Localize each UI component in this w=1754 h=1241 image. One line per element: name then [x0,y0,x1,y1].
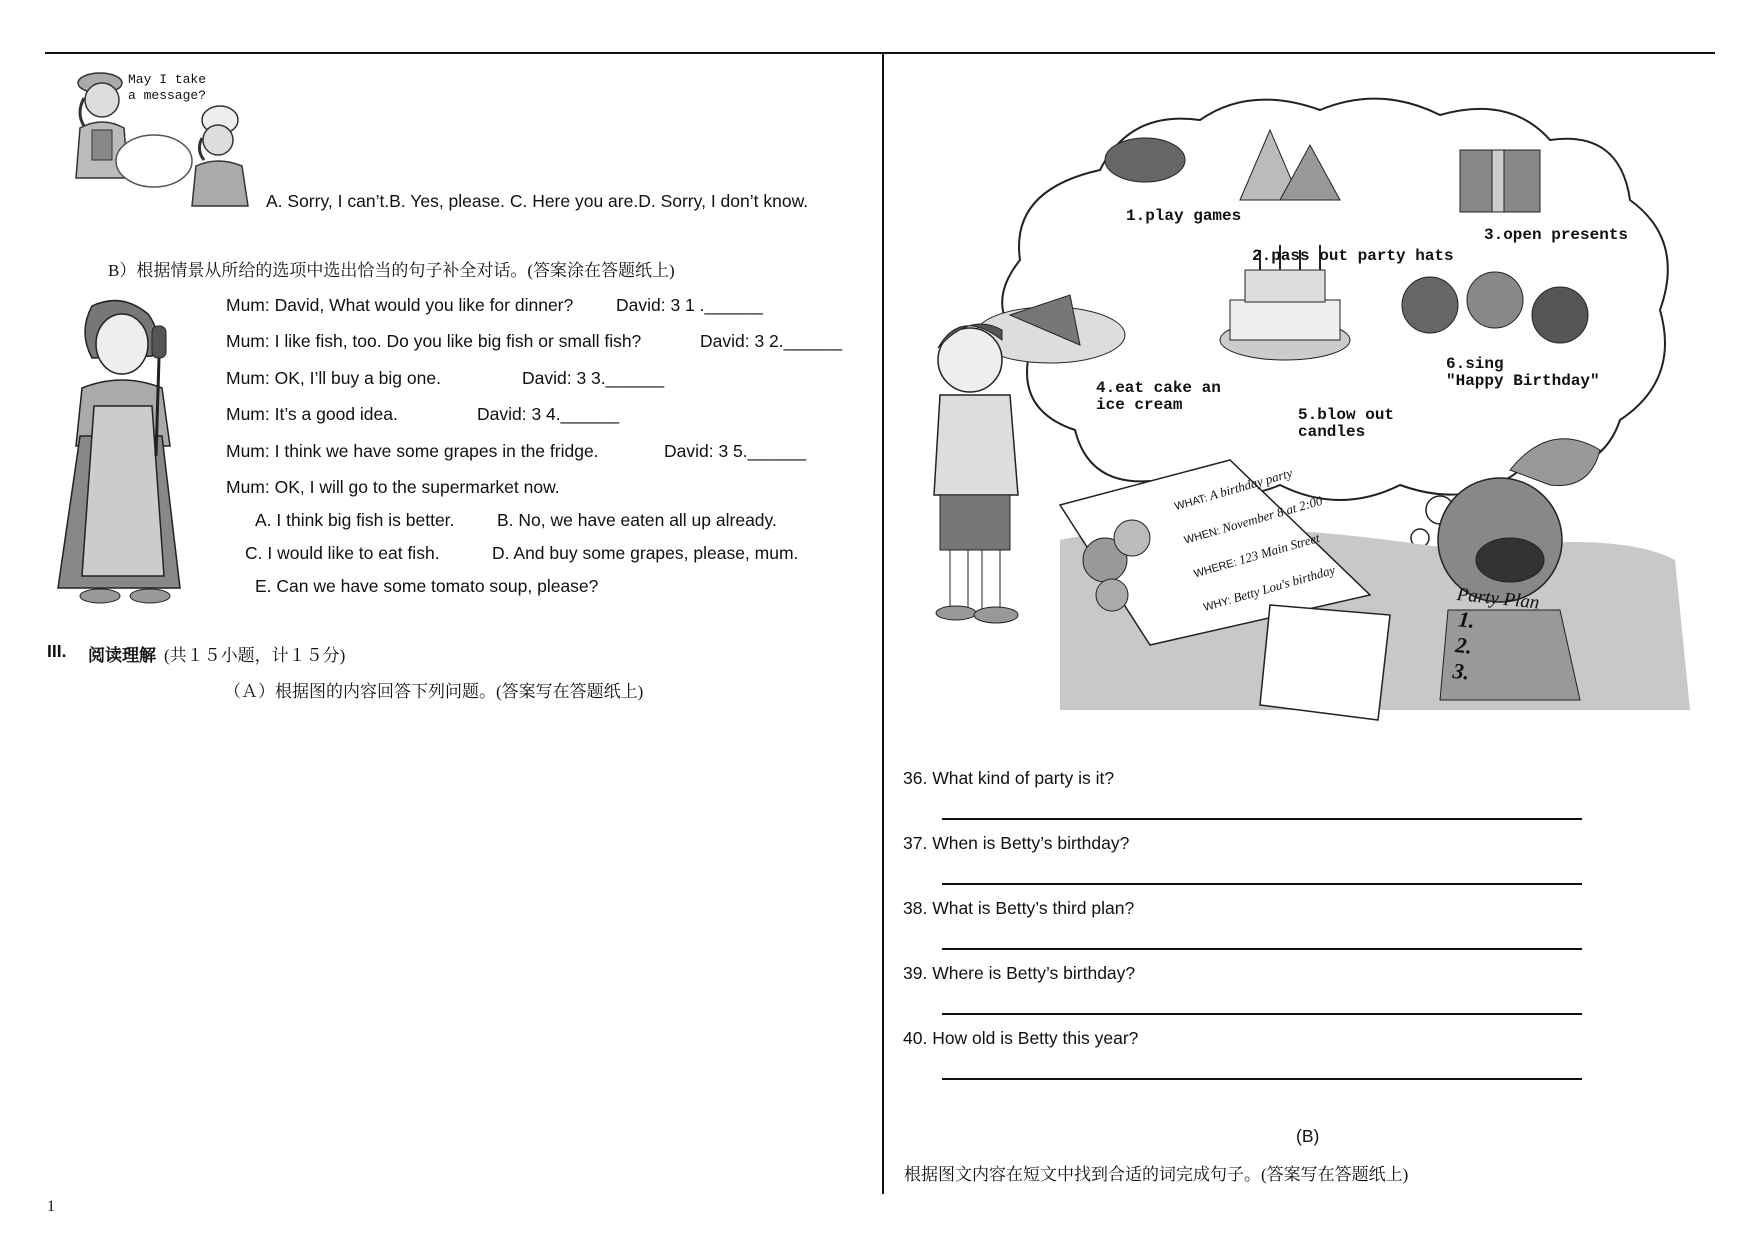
question-38: 38. What is Betty’s third plan? [903,898,1135,918]
party-plan-illustration [900,90,1690,730]
dialogue-mum-6: Mum: OK, I will go to the supermarket now. [226,477,560,497]
dialogue-david-34: David: 3 4.______ [477,404,620,424]
plan-item-6-line1: 6.sing [1446,355,1504,373]
plan-item-1: 1.play games [1126,207,1242,225]
dialogue-david-32: David: 3 2.______ [700,331,843,351]
speech-bubble-line-1: May I take [128,72,207,87]
dialogue-mum-5: Mum: I think we have some grapes in the fridge. [226,441,599,461]
dialogue-mum-1: Mum: David, What would you like for dinner? [226,295,574,315]
top-rule [45,52,1715,54]
answer-line-39[interactable] [942,1013,1582,1015]
section-b-instruction: 根据图文内容在短文中找到合适的词完成句子。(答案写在答题纸上) [904,1165,1409,1184]
plan-item-4-line2: ice cream [1096,396,1183,414]
party-plan-item-1: 1. [1457,606,1477,633]
question-36: 36. What kind of party is it? [903,768,1115,788]
plan-item-3: 3.open presents [1484,226,1629,244]
section-b-heading: B）根据情景从所给的选项中选出恰当的句子补全对话。(答案涂在答题纸上) [108,261,675,280]
card-row-why: WHY: Betty Lou's birthday [1202,561,1337,615]
dialogue-mum-4: Mum: It’s a good idea. [226,404,398,424]
party-plan-item-3: 3. [1451,658,1471,685]
dialogue-mum-3: Mum: OK, I’ll buy a big one. [226,368,441,388]
choice-b: B. No, we have eaten all up already. [497,510,777,530]
answer-line-38[interactable] [942,948,1582,950]
plan-item-5-line1: 5.blow out [1298,406,1395,424]
section3-title: 阅读理解 [88,646,156,665]
section3-a-heading: （Ａ）根据图的内容回答下列问题。(答案写在答题纸上) [224,682,644,701]
answer-line-37[interactable] [942,883,1582,885]
choice-a: A. I think big fish is better. [255,510,455,530]
question-40: 40. How old is Betty this year? [903,1028,1139,1048]
dialogue-david-33: David: 3 3.______ [522,368,665,388]
phone-options: A. Sorry, I can’t.B. Yes, please. C. Here you are.D. Sorry, I don’t know. [266,191,809,211]
column-divider [882,52,884,1194]
page-number: 1 [47,1198,55,1215]
section3-note: (共１５小题，计１５分) [164,646,346,665]
speech-bubble-line-2: a message? [128,88,207,103]
mum-cooking-illustration [52,296,212,614]
plan-item-6-line2: "Happy Birthday" [1446,372,1600,390]
section3-number: III. [47,641,67,661]
question-39: 39. Where is Betty’s birthday? [903,963,1136,983]
answer-line-36[interactable] [942,818,1582,820]
choice-d: D. And buy some grapes, please, mum. [492,543,799,563]
dialogue-david-35: David: 3 5.______ [664,441,807,461]
party-plan-item-2: 2. [1454,632,1474,659]
plan-item-5-line2: candles [1298,423,1366,441]
section-b-label: (B) [1296,1126,1320,1146]
party-plan-title: Party Plan [1455,584,1541,614]
party-plan-sheet [1448,584,1541,692]
answer-line-40[interactable] [942,1078,1582,1080]
choice-c: C. I would like to eat fish. [245,543,440,563]
plan-item-4-line1: 4.eat cake an [1096,379,1221,397]
card-row-when: WHEN: November 8 at 2:00 [1182,492,1325,547]
question-37: 37. When is Betty’s birthday? [903,833,1130,853]
card-row-where: WHERE: 123 Main Street [1192,530,1322,581]
card-row-what: WHAT: A birthday party [1173,464,1295,514]
dialogue-mum-2: Mum: I like fish, too. Do you like big fish or small fish? [226,331,642,351]
dialogue-david-31: David: 3 1 .______ [616,295,763,315]
plan-item-2: 2.pass out party hats [1252,247,1454,265]
choice-e: E. Can we have some tomato soup, please? [255,576,599,596]
